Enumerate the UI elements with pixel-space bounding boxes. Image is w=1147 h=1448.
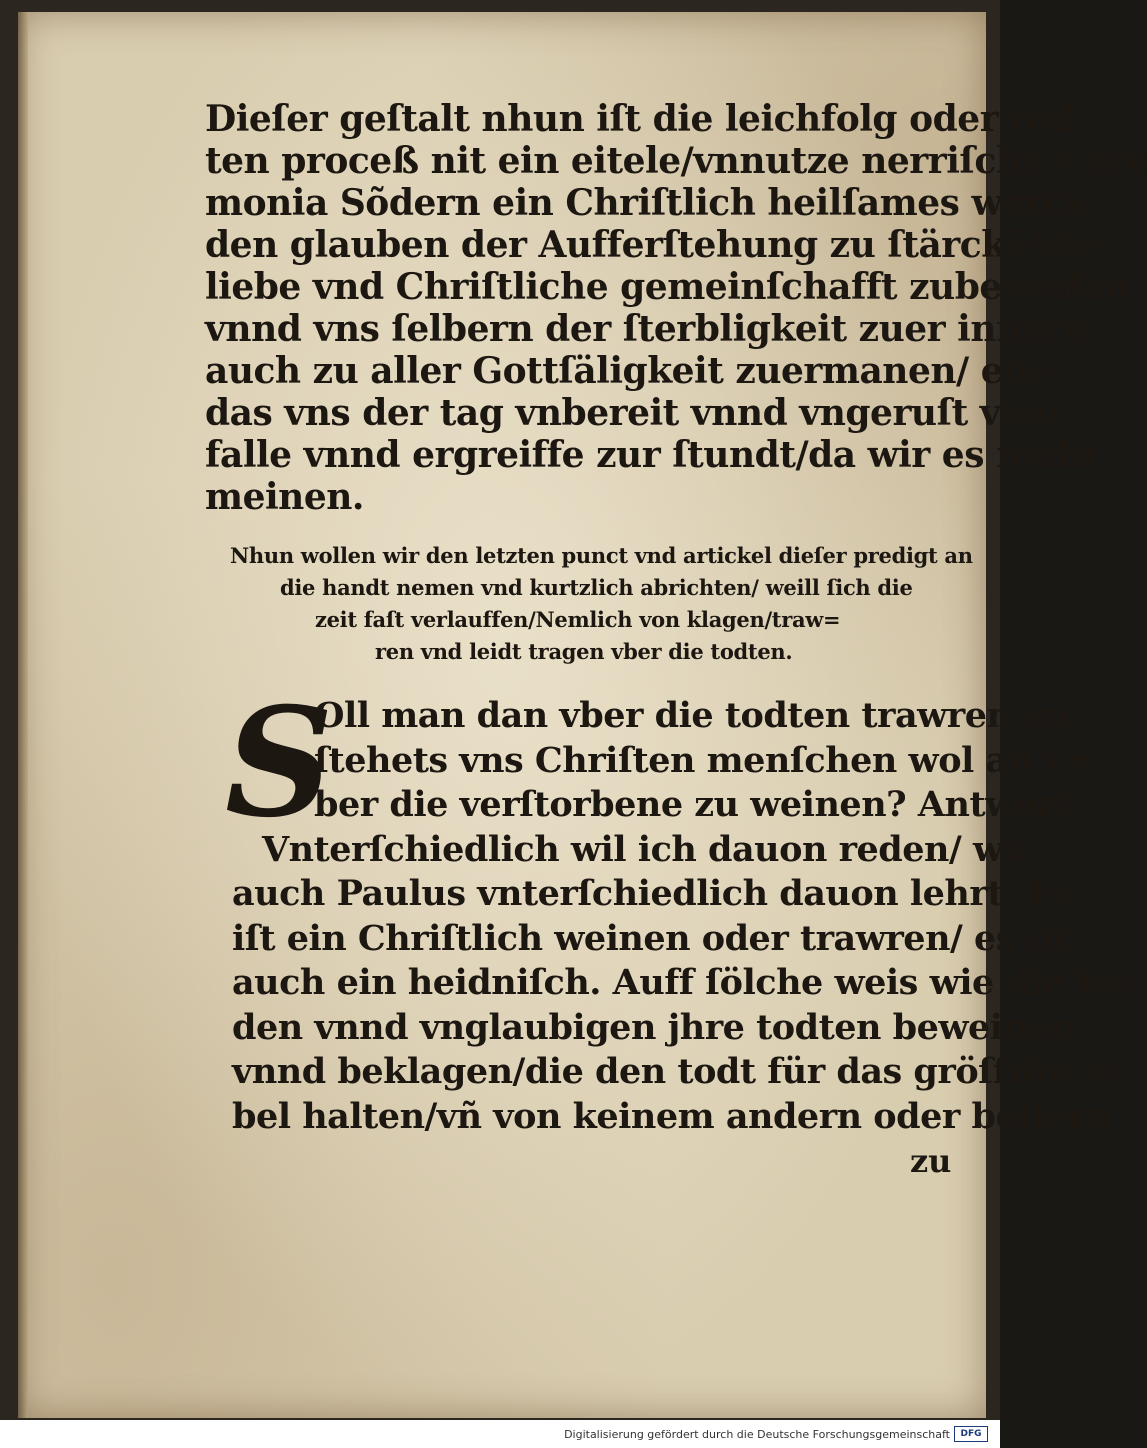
dfg-logo: DFG (954, 1426, 988, 1442)
text-line: meinen. (205, 476, 364, 518)
text-line: iſt ein Chriſtlich weinen oder trawren/ es iſt (232, 917, 1070, 959)
text-line: ten proceß nit ein eitele/vnnutze nerriſche Cere (205, 140, 1147, 182)
text-line: monia Sõdern ein Chriſtlich heilſames werck/ (205, 182, 1102, 224)
text-line: den glauben der Aufferſtehung zu ſtärckẽ/die (205, 224, 1101, 266)
paragraph-1 (205, 98, 1147, 518)
text-line: das vns der tag vnbereit vnnd vngeruſt vber (205, 392, 1066, 434)
section-summary (220, 540, 973, 668)
text-line: Oll man dan vber die todten trawren vñ (314, 695, 1068, 736)
decorated-initial: S (225, 675, 334, 851)
page-gutter-edge (18, 12, 28, 1418)
text-line: auch ein heidniſch. Auff ſölche weis wie die hei (232, 962, 1136, 1003)
text-line: ſtehets vns Chriſten menſchen wol an v= (314, 739, 1093, 781)
text-line: den vnnd vnglaubigen jhre todten beweinen (232, 1006, 1075, 1048)
text-line: Dieſer geſtalt nhun iſt die leichfolg oder tod (205, 98, 1075, 140)
text-line: ber die verſtorbene zu weinen? Antwort: (314, 784, 1084, 825)
text-line: liebe vnd Chriſtliche gemeinſchafft zubeweiſen (205, 266, 1131, 308)
text-line: falle vnnd ergreiffe zur ſtundt/da wir es nicht (205, 434, 1099, 476)
text-line: auch Paulus vnterſchiedlich dauon lehrt. Es (232, 873, 1072, 914)
summary-line: ren vnd leidt tragen vber die todten. (375, 639, 793, 664)
text-line: vnnd vns ſelbern der ſterbligkeit zuer innern/ (205, 308, 1101, 350)
summary-line: zeit faſt verlauffen/Nemlich von klagen/traw= (315, 607, 841, 632)
text-line: Vnterſchiedlich wil ich dauon reden/ wie (262, 828, 1038, 870)
catchword: zu (910, 1142, 952, 1180)
footer-credit: Digitalisierung gefördert durch die Deutsche Forschungsgemeinschaft (564, 1428, 950, 1441)
text-line: auch zu aller Gottſäligkeit zuermanen/ ehe (205, 350, 1052, 392)
summary-line: die handt nemen vnd kurtzlich abrichten/ weill ſich die (280, 575, 913, 600)
summary-line: Nhun wollen wir den letzten punct vnd artickel dieſer predigt an (230, 543, 973, 568)
paragraph-2 (232, 694, 1136, 1139)
text-line: bel halten/vñ von keinem andern oder beſſern (232, 1095, 1111, 1137)
text-line: vnnd beklagen/die den todt für das gröſſiſte v= (232, 1051, 1133, 1092)
